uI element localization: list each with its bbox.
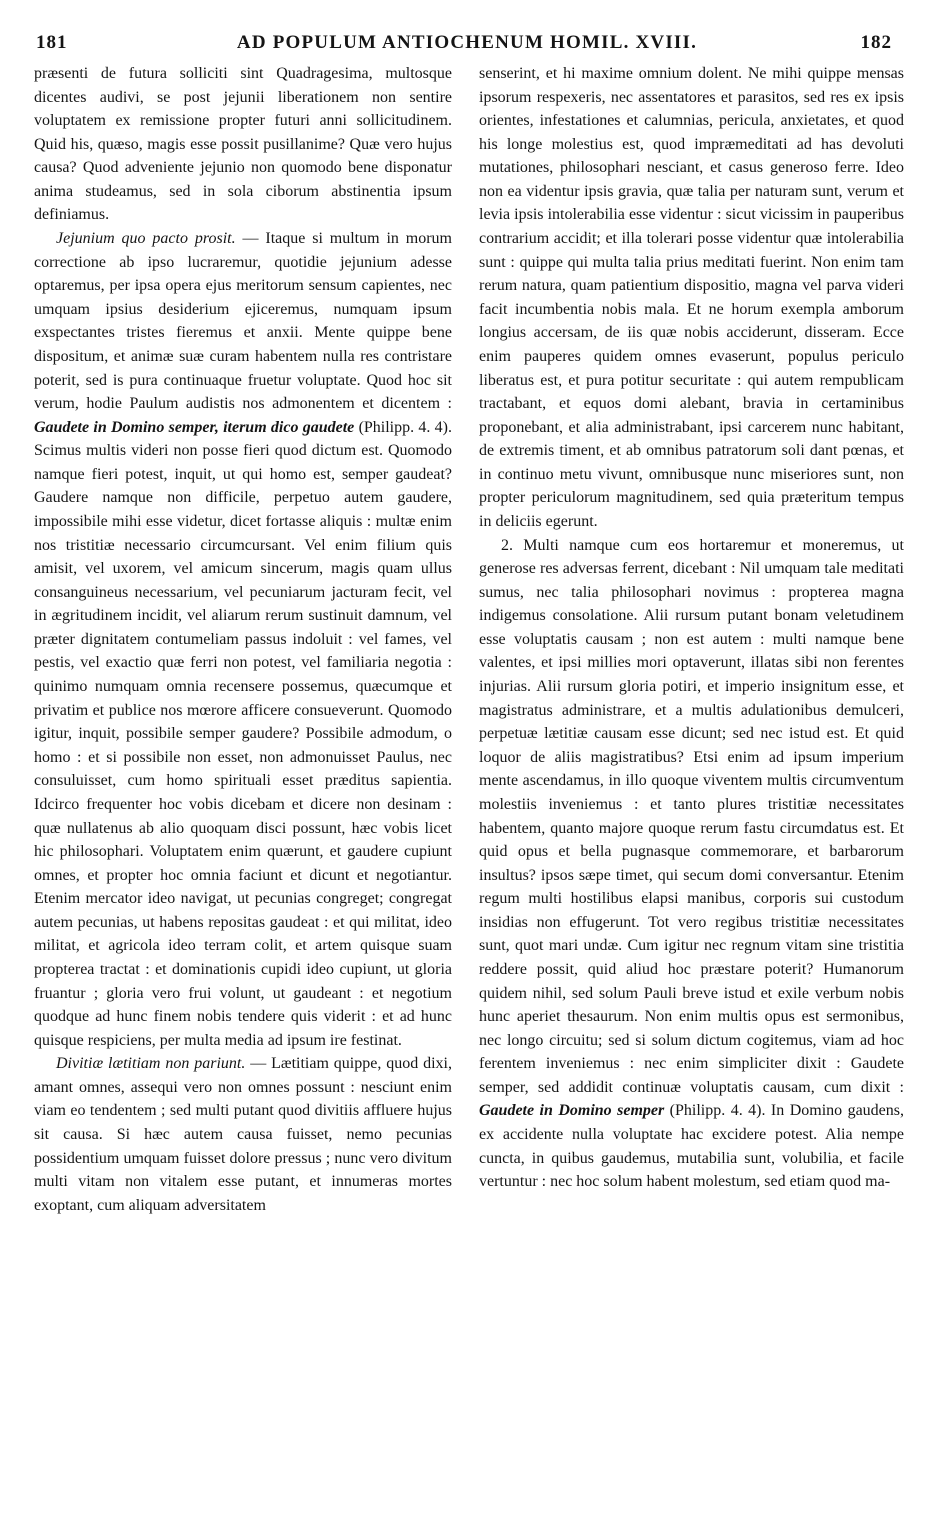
running-header [34, 32, 900, 56]
left-column [34, 62, 452, 1217]
paragraph-text: . Scimus multis videri non posse fieri quod dictum est. Quomodo namque fieri potest, inquit, ut qui homo est, semper gaudeat? Gaudere namque non difficile, perpetuo autem gaudere, impossibile mihi esse videtur, dicet fortasse aliquis : multæ enim nos tristitiæ necessario circumcursant. Vel enim filium quis amisit, vel uxorem, vel amicum sincerum, magis quam ullus consanguineus necessarium, vel pecuniarum jacturam fecit, vel in ægritudinem incidit, vel aliarum rerum sustinuit damnum, vel præter dignitatem contumeliam passus indoluit : vel fames, vel pestis, vel exactio quæ ferri non potest, vel familiaria negotia : quinimo numquam omnia recensere possemus, quæcumque et privatim et publice nos mœrore afficere consueverunt. Quomodo igitur, inquit, possibile semper gaudere? Possibile admodum, o homo : et si possibile non esset, non admonuisset Paulus, nec consuluisset, cum homo spirituali esset præditus sapientia. Idcirco frequenter hoc vobis dicebam et dicere non desinam : quæ nullatenus ab alio quoquam disci possunt, hæc vobis licet hic philosophari. Voluptatem enim quærunt, et gaudere cupiunt omnes, et propter hoc omnia faciunt et dicunt et negotiantur. Etenim mercator ideo navigat, ut pecunias congreget; congregat autem pecunias, ut habens repositas gaudeat : et qui militat, ideo militat, et agricola ideo terram colit, et artem quisque suam propterea tractat : et dominationis cupidi ideo cupiunt, ut gloria fruantur ; gloria vero frui volunt, ut gaudeant : et negotium quodque ad hunc finem nobis tendere quis viderit : et ad hunc quisque respiciens, per multa media ad ipsum ire festinat. [34, 418, 453, 1049]
paragraph [34, 1052, 452, 1217]
paragraph: senserint, et hi maxime omnium dolent. Ne mihi quippe mensas ipsorum respexeris, nec assentatores et parasitos, sed res ex ipsis orientes, infestationes et calumnias, pericula, anxietates, et quod his longe molestius est, quod impræmeditati ad has devoluti mutationes, philosophari nesciant, et casus generoso ferre. Ideo non ea videntur ipsis gravia, quæ talia per naturam sunt, verum et levia ipsis intolerabilia esse videntur : sicut vicissim in pauperibus contrarium accidit; et illa tolerari posse videntur quæ intolerabilia sunt : quippe qui multa talia prius meditati fuerint. Non enim tam rerum natura, quam patientium dispositio, magna vel parva videri facit incumbentia nobis mala. Et ne horum exempla amborum longius accersam, de iis quæ nobis acciderunt, disseram. Ecce enim pauperes quidem omnes evaserunt, populus periculo liberatus est, et pura potitur securitate : qui autem rempublicam tractabant, et equos domi alebant, bravia in certaminibus proponebant, et alia administrabant, ipsi carcerem nunc habitant, de extremis timent, et ab omnibus patratorum soli dant pœnas, et in continuo metu vivunt, omnibusque nunc miseriores sunt, non propter periculorum magnitudinem, sed quia præteritum tempus in deliciis egerunt. [479, 65, 904, 530]
scripture-reference: (Philipp. 4. 4) [664, 1102, 762, 1120]
paragraph [34, 227, 452, 1052]
right-column [479, 62, 904, 1194]
running-title: AD POPULUM ANTIOCHENUM HOMIL. XVIII. [236, 32, 698, 53]
section-heading: Divitiæ lætitiam non pariunt. [56, 1055, 246, 1073]
section-heading: Jejunium quo pacto prosit. [56, 230, 236, 248]
scripture-quote: Gaudete in Domino semper [479, 1102, 665, 1120]
paragraph-text: — Lætitiam quippe, quod dixi, amant omnes, assequi vero non omnes possunt : nesciunt enim viam eo tendentem ; sed multi putant quod divitiis affluere hujus sit causa. Si hæc autem causa fuisset, nemo pecunias possidentium umquam fuisset dolore pressus ; nunc vero divitum multi vitam non vitalem esse putant, et innumeras mortes exoptant, cum aliquam adversitatem [34, 1055, 452, 1214]
paragraph [479, 534, 904, 1194]
scripture-quote: Gaudete in Domino semper, iterum dico gaudete [34, 418, 355, 436]
paragraph-text: — Itaque si multum in morum correctione ab ipso lucraremur, quotidie jejunium adesse optaremus, per ipsa opera ejus meritorum sensum capientes, nec umquam ipsius desiderium ejiceremus, numquam ipsum exspectantes tristes fieremus et anxii. Mente quippe bene dispositum, et animæ suæ curam habentem nulla res contristare poterit, sed is pura continuaque fruetur voluptate. Quod hoc sit verum, hodie Paulum audistis nos admonentem et dicentem : [34, 230, 453, 413]
paragraph-text: . In Domino gaudens, ex accidente nulla voluptate hac excidere potest. Alia nempe cuncta, in quibus gaudemus, mutabilia sunt, volubilia, et facile vertuntur : nec hoc solum habent molestum, sed etiam quod ma- [479, 1102, 905, 1191]
scripture-reference: (Philipp. 4. 4) [354, 418, 449, 436]
page-number-left: 181 [36, 32, 68, 53]
paragraph: præsenti de futura solliciti sint Quadragesima, multosque dicentes audivi, se post jejunii liberationem non sentire voluptatem ex remissione propter futuri anni sollicitudinem. Quid his, quæso, magis esse possit pusillanime? Quæ vero hujus causa? Quod adveniente jejunio non quomodo bene disponatur anima studeamus, sed in sola ciborum abstinentia ipsum definiamus. [34, 65, 452, 224]
page-number-right: 182 [860, 32, 892, 53]
paragraph-text: 2. Multi namque cum eos hortaremur et moneremus, ut generose res adversas ferrent, dicebant : Nil umquam tale meditati sumus, nec talia philosophari novimus : propterea magna indigemus consolatione. Alii rursum putant bonam veletudinem esse voluptatis causam ; non est autem : multi namque bene valentes, et ipsi millies mori optaverunt, illatas sibi non ferentes injurias. Alii rursum gloria potiri, et imperio insignitum esse, et magistratus administrare, et a multis adulationibus demulceri, perpetuæ lætitiæ causam esse dicunt; sed nec istud est. Et quid loquor de aliis magistratibus? Etsi enim ad ipsum imperium mente ascendamus, in illo quoque viventem multis circumventum molestiis inveniemus : et tanto plures tristitiæ necessitates habentem, quanto majore quoque rerum fastu circumdatus est. Et quid opus et bella pugnasque commemorare, et barbarorum insultus? ipsos sæpe timet, qui secum domi conversantur. Etenim regum multi hostilibus elapsi manibus, corporis sui custodum insidias non effugerunt. Tot vero regibus tristitiæ necessitates sunt, quot mari undæ. Cum igitur nec regnum vitam sine tristitia reddere possit, quid aliud hoc præstare poterit? Humanorum quidem nihil, sed solum Pauli breve istud et exile verbum nobis hunc aperiet thesaurum. Non enim multis opus est sermonibus, nec longo circuitu; sed si solum dictum cogitemus, viam ad hoc ferentem inveniemus : nec enim simpliciter dixit : Gaudete semper, sed addidit continuæ voluptatis causam, cum dixit : [479, 536, 904, 1096]
